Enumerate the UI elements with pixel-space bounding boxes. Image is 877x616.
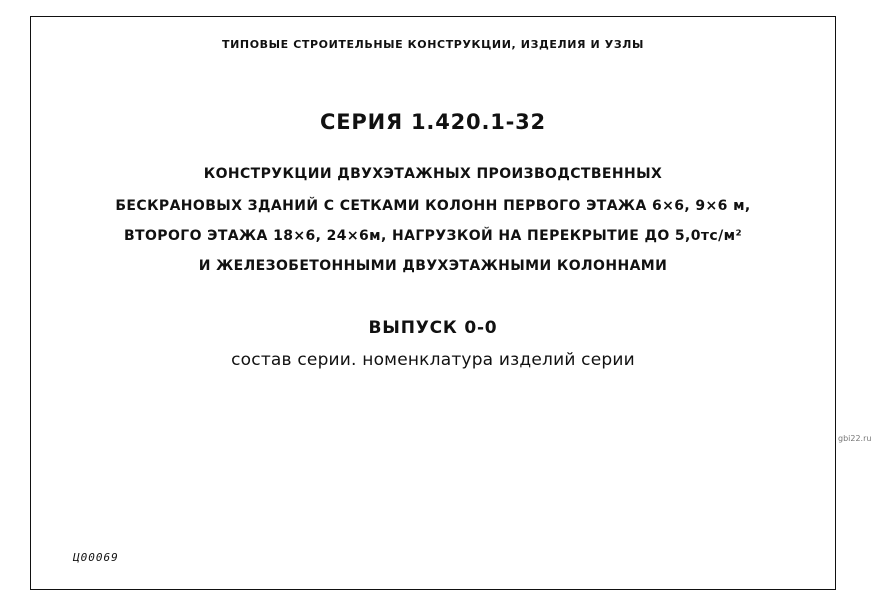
issue-title: ВЫПУСК 0-0 (368, 318, 498, 338)
title-line-2: БЕСКРАНОВЫХ ЗДАНИЙ С СЕТКАМИ КОЛОНН ПЕРВОГО ЭТАЖА 6×6, 9×6 м, (115, 198, 751, 214)
title-line-4: И ЖЕЛЕЗОБЕТОННЫМИ ДВУХЭТАЖНЫМИ КОЛОННАМИ (198, 258, 668, 274)
series-title: СЕРИЯ 1.420.1-32 (320, 110, 546, 134)
watermark: gbi22.ru (838, 434, 872, 443)
title-line-1: КОНСТРУКЦИИ ДВУХЭТАЖНЫХ ПРОИЗВОДСТВЕННЫХ (203, 166, 663, 182)
sheet-frame (30, 16, 836, 590)
title-line-3: ВТОРОГО ЭТАЖА 18×6, 24×6м, НАГРУЗКОЙ НА ПЕРЕКРЫТИЕ ДО 5,0тс/м² (123, 228, 743, 244)
issue-description: состав серии. номенклатура изделий серии (231, 350, 635, 370)
sheet-code: Ц00069 (73, 551, 119, 564)
document-header: ТИПОВЫЕ СТРОИТЕЛЬНЫЕ КОНСТРУКЦИИ, ИЗДЕЛИЯ И УЗЛЫ (222, 38, 644, 51)
